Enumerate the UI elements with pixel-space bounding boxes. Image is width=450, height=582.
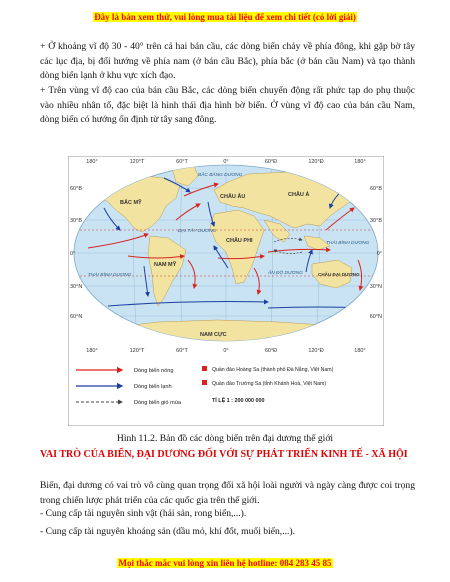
label-bac-bang-duong: BẮC BĂNG DƯƠNG bbox=[198, 173, 243, 178]
label-nam-cuc: NAM CỰC bbox=[200, 332, 227, 338]
lat-right-3: 30°N bbox=[369, 284, 382, 290]
bottom-tick-1: 120°T bbox=[129, 348, 145, 354]
top-tick-6: 180° bbox=[354, 159, 366, 165]
hoang-sa-marker-icon bbox=[202, 366, 207, 371]
top-tick-3: 0° bbox=[223, 159, 229, 165]
map-scale: TỈ LỆ 1 : 200 000 000 bbox=[212, 398, 265, 404]
legend-monsoon: Dòng biển gió mùa bbox=[134, 400, 181, 406]
lat-left-1: 30°B bbox=[70, 218, 82, 224]
label-bac-my: BẮC MỸ bbox=[120, 200, 142, 206]
bottom-tick-5: 120°Đ bbox=[308, 348, 324, 354]
label-thai-binh-duong-west: THÁI BÌNH DƯƠNG bbox=[88, 273, 132, 278]
top-tick-1: 120°T bbox=[129, 159, 145, 165]
preview-banner: Đây là bản xem thử, vui lòng mua tài liệu để xem chi tiết (có lời giải) bbox=[94, 12, 356, 22]
list-item-mineral-resources: - Cung cấp tài nguyên khoáng sản (dầu mỏ, khí đốt, muối biển,...). bbox=[40, 526, 295, 537]
label-chau-phi: CHÂU PHI bbox=[226, 238, 253, 244]
top-tick-2: 60°T bbox=[176, 159, 188, 165]
legend-warm: Dòng biển nóng bbox=[134, 368, 174, 374]
lat-left-0: 60°B bbox=[70, 186, 82, 192]
truong-sa-marker-icon bbox=[202, 380, 207, 385]
label-nam-my: NAM MỸ bbox=[154, 262, 177, 268]
label-dai-tay-duong: ĐẠI TÂY DƯƠNG bbox=[178, 229, 217, 234]
legend-cold: Dòng biển lạnh bbox=[134, 384, 172, 390]
legend-hoang-sa: Quần đảo Hoàng Sa (thành phố Đà Nẵng, Việt Nam) bbox=[212, 367, 334, 373]
label-chau-a: CHÂU Á bbox=[288, 192, 310, 198]
lat-right-4: 60°N bbox=[369, 314, 382, 320]
top-tick-4: 60°Đ bbox=[264, 159, 278, 165]
bottom-tick-3: 0° bbox=[223, 348, 229, 354]
lat-left-2: 0° bbox=[70, 251, 76, 257]
lat-left-3: 30°N bbox=[70, 284, 83, 290]
hotline-banner: Mọi thắc mắc vui lòng xin liên hệ hotline: 084 283 45 85 bbox=[118, 558, 332, 568]
legend-truong-sa: Quần đảo Trường Sa (tỉnh Khánh Hoà, Việt Nam) bbox=[212, 381, 327, 387]
bottom-tick-6: 180° bbox=[354, 348, 366, 354]
lat-right-0: 60°B bbox=[370, 186, 382, 192]
top-tick-0: 180° bbox=[86, 159, 98, 165]
paragraph-role-of-oceans: Biển, đại dương có vai trò vô cùng quan trọng đối xã hội loài người và ngày càng được coi trọng trong chiến lược phát triển của các quốc gia trên thế giới. bbox=[40, 480, 415, 506]
ocean-currents-map bbox=[68, 156, 384, 426]
lat-right-2: 0° bbox=[376, 251, 382, 257]
label-an-do-duong: ẤN ĐỘ DƯƠNG bbox=[268, 271, 303, 276]
label-thai-binh-duong-east: THÁI BÌNH DƯƠNG bbox=[326, 241, 370, 246]
label-chau-au: CHÂU ÂU bbox=[220, 194, 246, 200]
paragraph-ocean-currents-high-latitudes: + Trên vùng vĩ độ cao của bán cầu Bắc, các dòng biển chuyển động rất phức tạp do phụ thuộc vào nhiều nhân tố, đặc biệt là hình thái địa hình bờ biển. Ở vùng vĩ độ cao của bán cầu Nam, dòng biển có hướng ổn định từ tây sang đông. bbox=[40, 85, 415, 126]
figure-caption: Hình 11.2. Bản đồ các dòng biển trên đại dương thế giới bbox=[116, 433, 334, 444]
list-item-biological-resources: - Cung cấp tài nguyên sinh vật (hải sản, rong biển,...). bbox=[40, 508, 247, 519]
top-tick-5: 120°Đ bbox=[308, 159, 324, 165]
bottom-tick-0: 180° bbox=[86, 348, 98, 354]
section-heading: VAI TRÒ CỦA BIỂN, ĐẠI DƯƠNG ĐỐI VỚI SỰ PHÁT TRIỂN KINH TẾ - XÃ HỘI bbox=[40, 449, 408, 460]
paragraph-ocean-currents-mid-latitudes: + Ở khoảng vĩ độ 30 - 40° trên cả hai bán cầu, các dòng biển chảy về phía đông, khi gặp bờ tây các lục địa, bị đổi hướng về phía nam (ở bán cầu Bắc), phía bắc (ở bán cầu Nam) và tạo thành dòng biển lạnh ở khu vực xích đạo. bbox=[40, 41, 415, 82]
bottom-tick-4: 60°Đ bbox=[264, 348, 278, 354]
label-chau-dai-duong: CHÂU ĐẠI DƯƠNG bbox=[318, 272, 360, 277]
lat-right-1: 30°B bbox=[370, 218, 382, 224]
lat-left-4: 60°N bbox=[70, 314, 83, 320]
bottom-tick-2: 60°T bbox=[176, 348, 188, 354]
